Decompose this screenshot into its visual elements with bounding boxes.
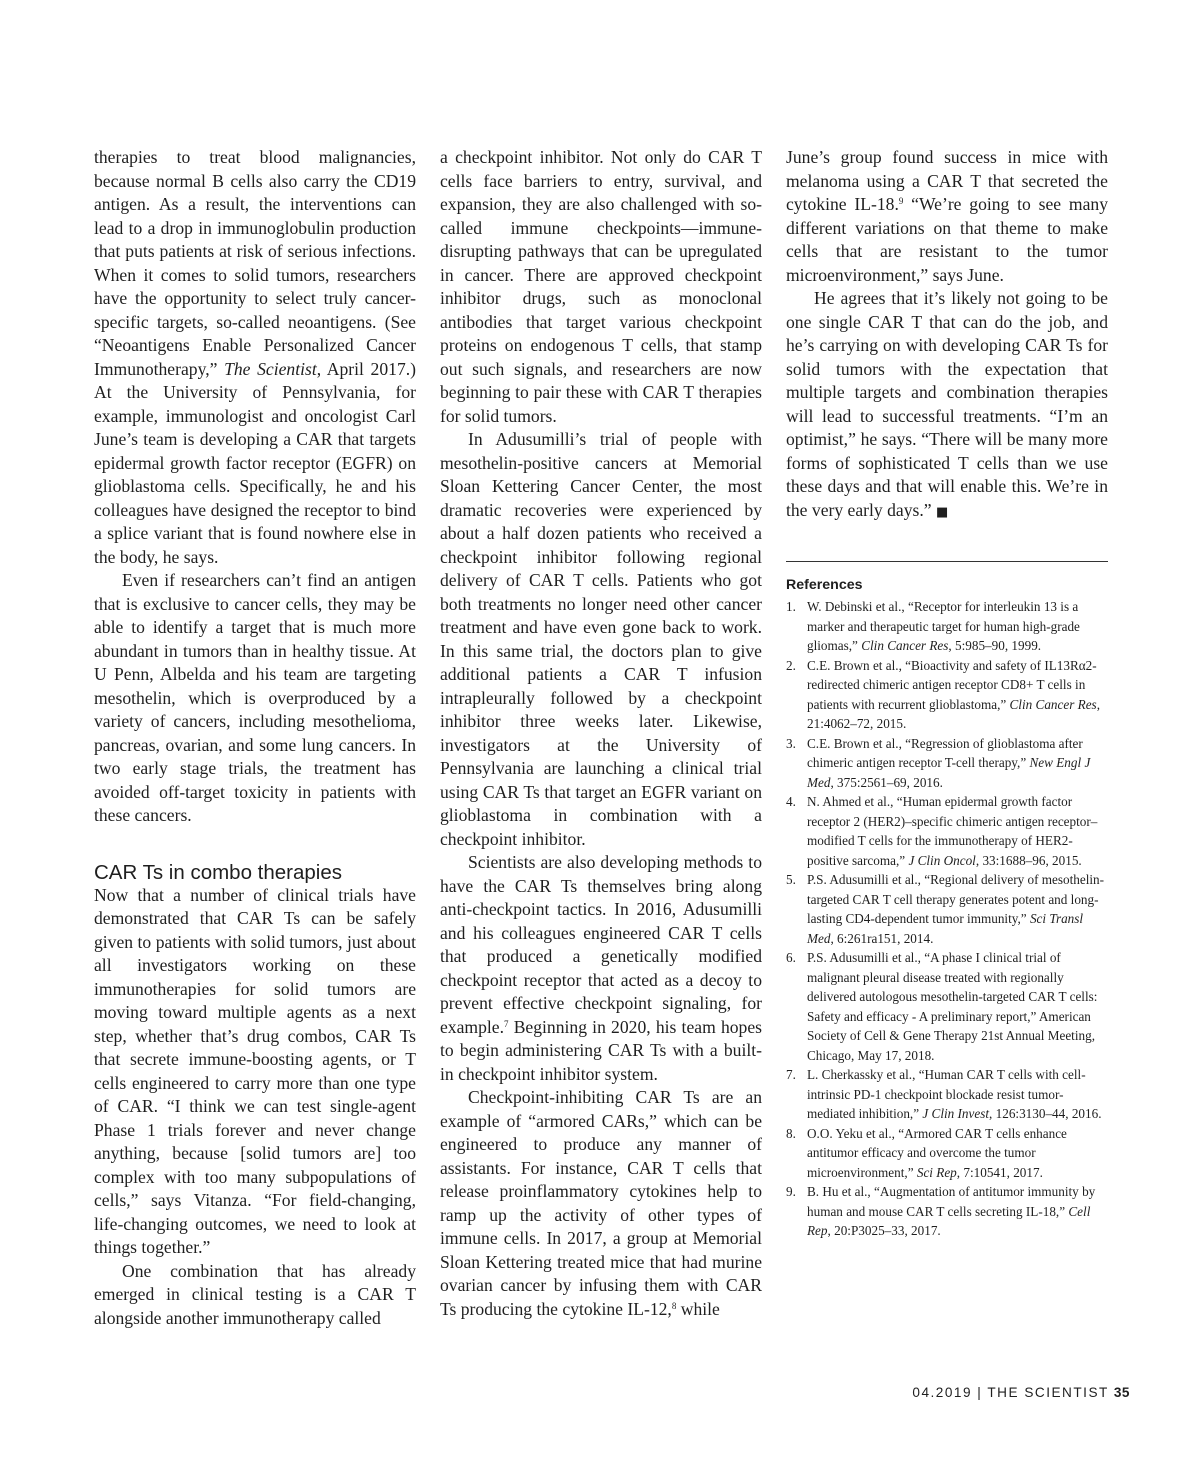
reference-journal: J Clin Invest [922,1106,990,1121]
reference-number: 2. [786,657,796,673]
reference-item [786,870,1108,948]
reference-journal: Cell Rep [807,1203,1091,1238]
citation-superscript: 7 [504,1018,509,1029]
reference-item [786,1065,1108,1124]
paragraph: Even if researchers can’t find an antigen that is exclusive to cancer cells, they may be able to identify a target that is much more abundant in tumors than in healthy tissue. At U Penn, Albelda and his team are targeting mesothelin, which is overproduced by a variety of cancers, including mesothelioma, pancreas, ovarian, and some lung cancers. In two early stage trials, the treatment has avoided off-target toxicity in patients with these cancers. [94,570,416,825]
reference-item [786,1124,1108,1183]
reference-text: C.E. Brown et al., “Bioactivity and safety of IL13Rα2-redirected chimeric antigen receptor CD8+ T cells in patients with recurrent glioblastoma,” [807,657,1097,712]
paragraph: Checkpoint-inhibiting CAR Ts are an example of “armored CARs,” which can be engineered to produce any manner of assistants. For instance, CAR T cells that release proinflammatory cytokines help to ramp up the activity of other types of immune cells. In 2017, a group at Memorial Sloan Kettering treated mice that had murine ovarian cancer by infusing them with CAR Ts producing the cytokine IL-12,$^8$ while [440,1087,762,1319]
references-list [786,597,1108,1241]
reference-item [786,597,1108,656]
reference-item [786,734,1108,793]
reference-journal: Clin Cancer Res [861,638,949,653]
reference-citation: , 21:4062–72, 2015. [807,696,1100,731]
citation-superscript: 9 [898,196,904,206]
paragraph: In Adusumilli’s trial of people with mesothelin-positive cancers at Memorial Sloan Kettering Cancer Center, the most dramatic recoveries were experienced by about a half dozen patients who received a checkpoint inhibitor following regional delivery of CAR T cells. Patients who got both treatments no longer need other cancer treatment and have even gone back to work. In this same trial, the doctors plan to give additional patients a CAR T infusion intrapleurally followed by a checkpoint inhibitor three weeks later. Likewise, investigators at the University of Pennsylvania are launching a clinical trial using CAR Ts that target an EGFR variant on glioblastoma in combination with a checkpoint inhibitor. [440,429,762,849]
text-column-2 [440,146,762,1321]
reference-journal: J Clin Oncol [908,852,976,868]
reference-number: 3. [786,735,796,751]
citation-superscript: 8 [671,1300,677,1311]
paragraph: therapies to treat blood malignancies, because normal B cells also carry the CD19 antigen. As a result, the interventions can lead to a drop in immunoglobulin production that puts patients at risk of serious infections. When it comes to solid tumors, researchers have the opportunity to select truly cancer-specific targets, so-called neoantigens. (See “Neoantigens Enable Personalized Cancer Immunotherapy,” The Scientist, April 2017.) At the University of Pennsylvania, for example, immunologist and oncologist Carl June’s team is developing a CAR that targets epidermal growth factor receptor (EGFR) on glioblastoma cells. Specifically, he and his colleagues have designed the receptor to bind a splice variant that is found nowhere else in the body, he says. [94,147,417,567]
reference-text: P.S. Adusumilli et al., “Regional delivery of mesothelin-targeted CAR T cell therapy generates potent and long-lasting CD4-dependent tumor immunity,” [807,872,1105,926]
page-number: 35 [1113,1385,1130,1400]
references-divider [786,561,1108,562]
reference-number: 5. [786,872,796,887]
reference-number: 1. [786,599,796,614]
paragraph: a checkpoint inhibitor. Not only do CAR T cells face barriers to entry, survival, and expansion, they are also challenged with so-called immune checkpoints—immune-disrupting pathways that can be upregulated in cancer. There are approved checkpoint inhibitor drugs, such as monoclonal antibodies that target various checkpoint proteins on endogenous T cells, that stamp out such signals, and researchers are now beginning to pair these with CAR T therapies for solid tumors. [440,147,762,426]
reference-text: P.S. Adusumilli et al., “A phase I clinical trial of malignant pleural disease treated with regionally delivered autologous mesothelin-targeted CAR T cells: Safety and efficacy - A preliminary report,” American Society of Cell & Gene Therapy 21st Annual Meeting, Chicago, May 17, 2018. [807,950,1098,1063]
reference-journal: Sci Transl Med [807,911,1084,946]
paragraph: He agrees that it’s likely not going to be one single CAR T that can do the job, and he’s carrying on with developing CAR Ts for solid tumors with the expectation that multiple targets and combination therapies will lead to successful treatments. “I’m an optimist,” he says. “There will be many more forms of sophisticated T cells than we use these days and that will enable this. We’re in the very early days.” ■ [786,288,1108,520]
text-column-1 [94,146,416,1330]
reference-item [786,656,1108,734]
reference-citation: , 5:985–90, 1999. [948,638,1042,653]
reference-number: 9. [786,1184,796,1199]
reference-journal: Clin Cancer Res [1009,696,1097,712]
page-footer [912,1385,1130,1400]
reference-item [786,1182,1108,1241]
end-of-article-mark: ■ [935,504,949,520]
footer-issue: 04.2019 | THE SCIENTIST [912,1385,1109,1400]
reference-citation: , 126:3130–44, 2016. [989,1106,1102,1121]
reference-citation: , 7:10541, 2017. [956,1164,1043,1180]
reference-text: W. Debinski et al., “Receptor for interleukin 13 is a marker and therapeutic target for human high-grade gliomas,” [807,599,1080,653]
reference-text: C.E. Brown et al., “Regression of glioblastoma after chimeric antigen receptor T-cell therapy,” [807,735,1083,770]
reference-journal: Sci Rep [916,1164,957,1180]
reference-citation: , 33:1688–96, 2015. [975,852,1082,868]
reference-text: B. Hu et al., “Augmentation of antitumor immunity by human and mouse CAR T cells secreting IL-18,” [807,1184,1096,1219]
reference-item [786,792,1108,870]
reference-citation: , 20:P3025–33, 2017. [827,1223,941,1238]
reference-item [786,948,1108,1065]
paragraph: June’s group found success in mice with melanoma using a CAR T that secreted the cytokine IL-18.$^9$ “We’re going to see many different variations on that theme to make cells that are resistant to the tumor microenvironment,” says June. [786,147,1108,285]
magazine-title: The Scientist [224,358,317,379]
section-subheading: CAR Ts in combo therapies [94,860,343,884]
reference-text: N. Ahmed et al., “Human epidermal growth factor receptor 2 (HER2)–specific chimeric antigen receptor–modified T cells for the immunotherapy of HER2-positive sarcoma,” [807,794,1098,868]
paragraph: One combination that has already emerged in clinical testing is a CAR T alongside another immunotherapy called [94,1260,416,1328]
reference-citation: , 375:2561–69, 2016. [830,774,943,790]
reference-number: 6. [786,950,796,965]
paragraph: Scientists are also developing methods to have the CAR Ts themselves bring along anti-checkpoint tactics. In 2016, Adusumilli and his colleagues engineered CAR T cells that produced a genetically modified checkpoint receptor that acted as a decoy to prevent effective checkpoint signaling, for example.$^7$ Beginning in 2020, his team hopes to begin administering CAR Ts with a built-in checkpoint inhibitor system. [440,852,762,1084]
references-heading: References [786,577,863,593]
text-column-3 [786,146,1108,1241]
reference-citation: , 6:261ra151, 2014. [830,930,934,946]
reference-number: 7. [786,1067,796,1082]
reference-number: 4. [786,794,796,809]
reference-journal: New Engl J Med [807,755,1091,790]
reference-text: L. Cherkassky et al., “Human CAR T cells with cell-intrinsic PD-1 checkpoint blockade resist tumor-mediated inhibition,” [807,1067,1086,1121]
reference-number: 8. [786,1125,796,1141]
reference-text: O.O. Yeku et al., “Armored CAR T cells enhance antitumor efficacy and overcome the tumor microenvironment,” [807,1125,1067,1180]
paragraph: Now that a number of clinical trials have demonstrated that CAR Ts can be safely given to patients with solid tumors, just about all investigators working on these immunotherapies for solid tumors are moving toward multiple agents as a next step, whether that’s drug combos, CAR Ts that secrete immune-boosting agents, or T cells engineered to carry more than one type of CAR. “I think we can test single-agent Phase 1 trials forever and never change anything, because [solid tumors are] too complex with too many subpopulations of cells,” says Vitanza. “For field-changing, life-changing outcomes, we need to look at things together.” [94,884,416,1257]
